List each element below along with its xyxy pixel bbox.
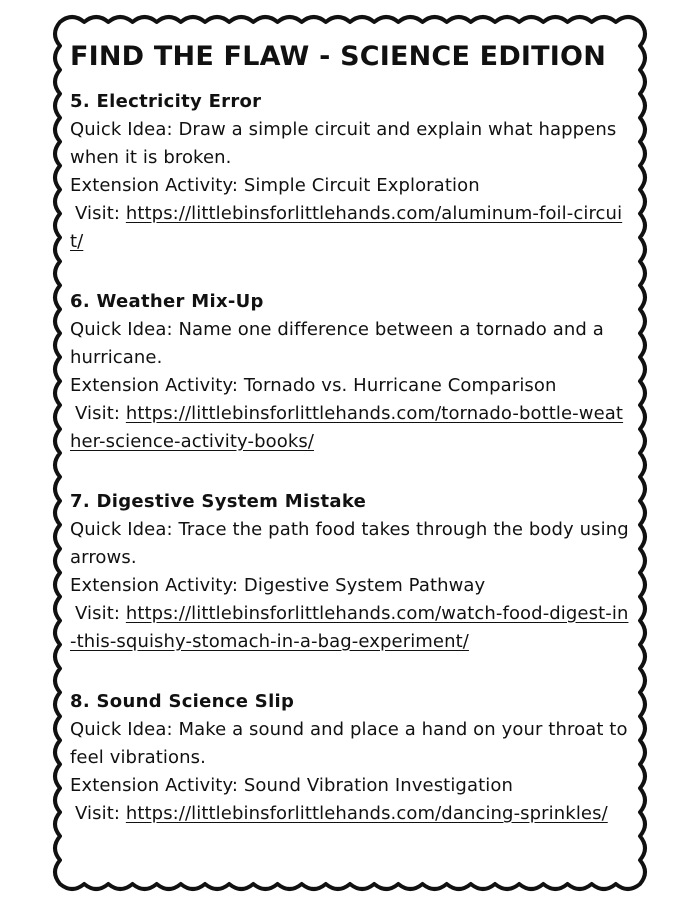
extension-activity-text: Extension Activity: Simple Circuit Exploration bbox=[70, 175, 480, 196]
visit-label: Visit: bbox=[75, 603, 126, 624]
extension-activity-text: Extension Activity: Tornado vs. Hurricane Comparison bbox=[70, 375, 557, 396]
section-electricity-error bbox=[70, 84, 630, 256]
page-content bbox=[70, 36, 630, 856]
resource-link[interactable]: https://littlebinsforlittlehands.com/dancing-sprinkles/ bbox=[125, 803, 608, 824]
visit-label: Visit: bbox=[75, 403, 126, 424]
visit-line bbox=[70, 200, 630, 256]
section-weather-mix-up bbox=[70, 284, 630, 456]
section-sound-science-slip bbox=[70, 684, 630, 828]
quick-idea-text: Quick Idea: Trace the path food takes through the body using arrows. bbox=[70, 519, 629, 568]
section-heading: 5. Electricity Error bbox=[70, 91, 262, 112]
section-heading: 6. Weather Mix-Up bbox=[70, 291, 264, 312]
quick-idea-text: Quick Idea: Name one difference between a tornado and a hurricane. bbox=[70, 319, 604, 368]
resource-link[interactable]: https://littlebinsforlittlehands.com/watch-food-digest-in-this-squishy-stomach-in-a-bag-experiment/ bbox=[70, 603, 629, 652]
section-digestive-system-mistake bbox=[70, 484, 630, 656]
section-heading: 8. Sound Science Slip bbox=[70, 691, 295, 712]
visit-label: Visit: bbox=[75, 203, 126, 224]
resource-link[interactable]: https://littlebinsforlittlehands.com/tornado-bottle-weather-science-activity-books/ bbox=[70, 403, 624, 452]
resource-link[interactable]: https://littlebinsforlittlehands.com/aluminum-foil-circuit/ bbox=[70, 203, 623, 252]
visit-label: Visit: bbox=[75, 803, 126, 824]
visit-line bbox=[70, 800, 630, 828]
extension-activity-text: Extension Activity: Sound Vibration Investigation bbox=[70, 775, 513, 796]
page-title: FIND THE FLAW - SCIENCE EDITION bbox=[70, 41, 606, 72]
visit-line bbox=[70, 400, 630, 456]
quick-idea-text: Quick Idea: Make a sound and place a hand on your throat to feel vibrations. bbox=[70, 719, 628, 768]
quick-idea-text: Quick Idea: Draw a simple circuit and explain what happens when it is broken. bbox=[70, 119, 617, 168]
visit-line bbox=[70, 600, 630, 656]
extension-activity-text: Extension Activity: Digestive System Pathway bbox=[70, 575, 486, 596]
section-heading: 7. Digestive System Mistake bbox=[70, 491, 367, 512]
